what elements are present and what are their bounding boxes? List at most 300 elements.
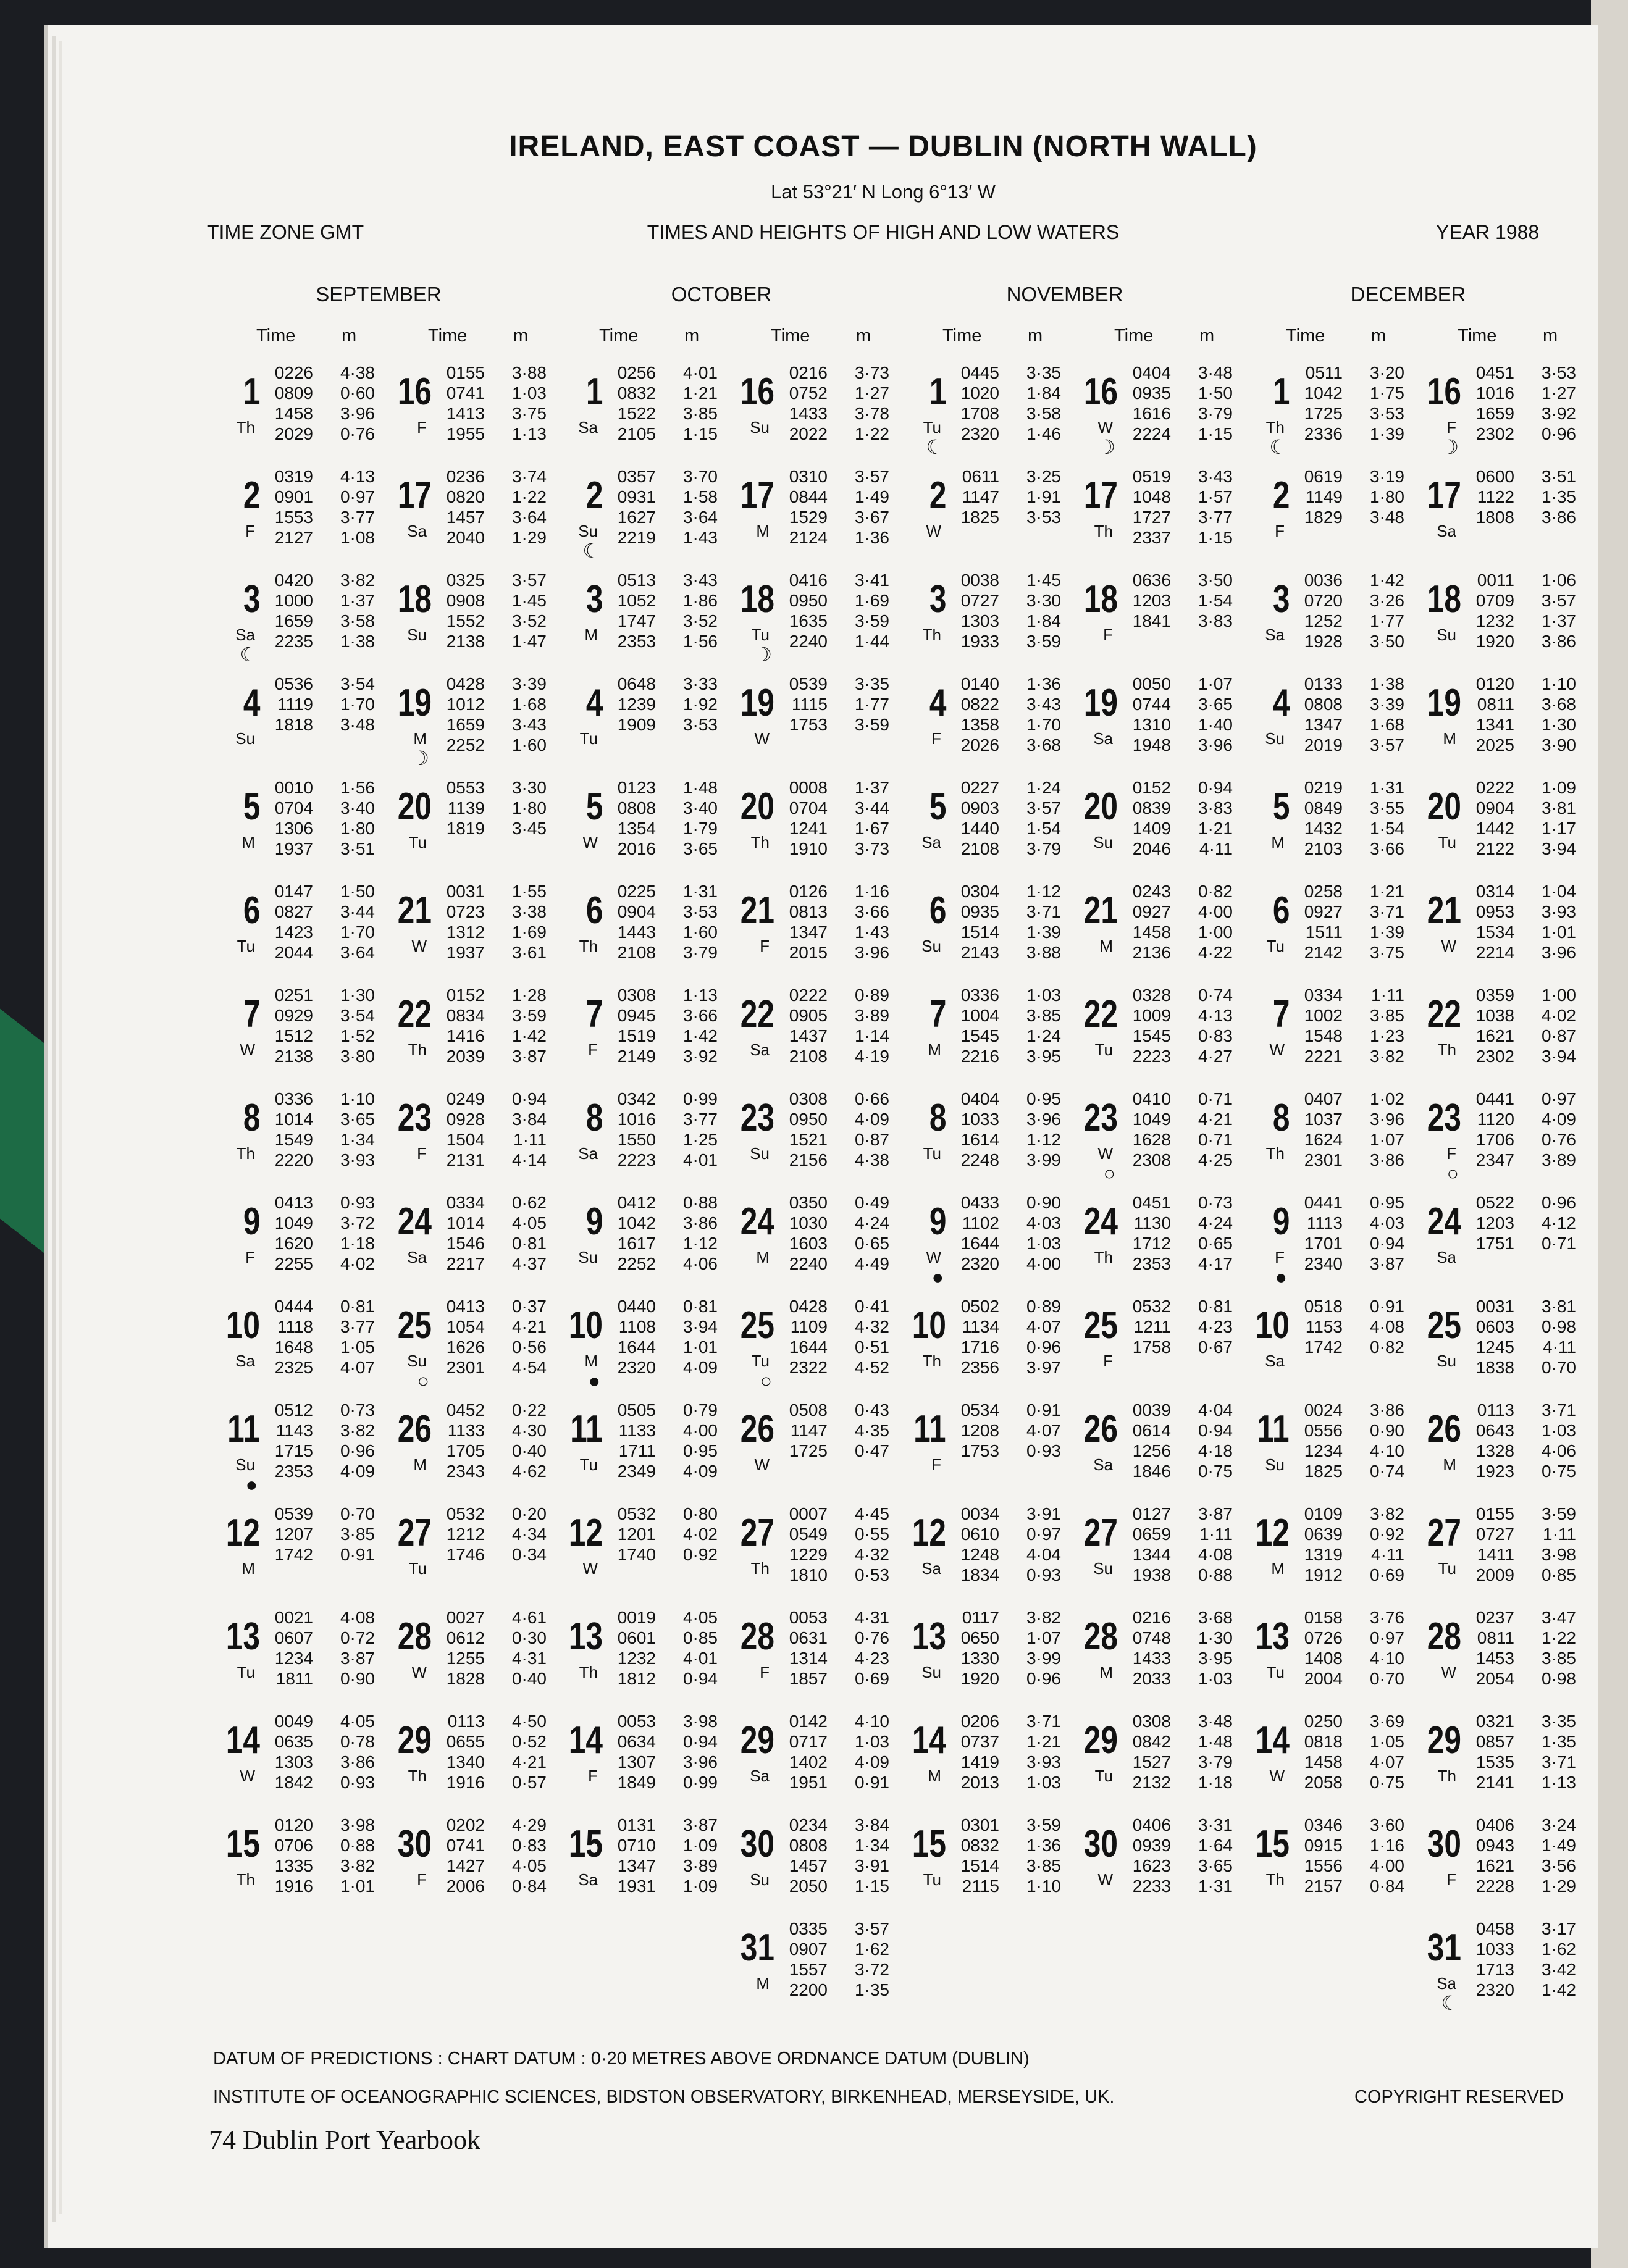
tide-height: 4·52	[854, 1358, 889, 1377]
weekday: Tu	[1266, 1663, 1285, 1681]
tide-time: 0452	[446, 1400, 485, 1420]
tide-time: 1659	[1475, 404, 1514, 423]
tide-height: 3·35	[1026, 363, 1061, 382]
tide-height: 0·73	[1198, 1193, 1233, 1212]
tide-day-entry	[1408, 467, 1580, 564]
tide-height: 0·91	[854, 1773, 889, 1792]
tide-time: 0404	[1132, 363, 1171, 382]
tide-time: 1938	[1132, 1565, 1171, 1584]
tide-time: 1812	[617, 1669, 656, 1688]
weekday: F	[417, 1870, 427, 1889]
tide-time: 1203	[1132, 591, 1171, 610]
tide-time: 0709	[1475, 591, 1514, 610]
tide-time: 2223	[1132, 1047, 1171, 1066]
weekday: Sa	[578, 1870, 598, 1889]
tide-time: 2248	[960, 1150, 999, 1170]
tide-time: 2301	[446, 1358, 485, 1377]
tide-times	[435, 1296, 485, 1378]
tide-height: 1·52	[340, 1026, 375, 1045]
tide-times	[1122, 1089, 1171, 1170]
tide-time: 0117	[962, 1608, 999, 1627]
tide-heights	[668, 570, 718, 651]
tide-height: 1·39	[1026, 923, 1061, 942]
tide-height: 3·39	[1369, 695, 1404, 714]
tide-time: 0458	[1475, 1919, 1514, 1938]
tide-height: 1·86	[682, 591, 718, 610]
tide-heights	[1183, 1607, 1233, 1689]
tide-time: 0049	[274, 1712, 313, 1731]
tide-time: 0659	[1132, 1525, 1171, 1544]
month-heading: DECEMBER	[1350, 283, 1466, 306]
tide-time: 0342	[617, 1089, 656, 1108]
tide-height: 4·09	[682, 1358, 718, 1377]
tide-height: 0·53	[854, 1565, 889, 1584]
tide-time: 1810	[789, 1565, 828, 1584]
tide-time: 1644	[789, 1337, 828, 1357]
weekday: Th	[408, 1040, 427, 1059]
weekday: Th	[579, 1663, 598, 1681]
tide-height: 3·51	[340, 839, 375, 858]
tide-height: 3·51	[1541, 467, 1576, 486]
tide-time: 1016	[1475, 383, 1514, 403]
tide-time: 1628	[1132, 1130, 1171, 1149]
tide-height: 3·94	[682, 1317, 718, 1336]
tide-time: 0120	[1475, 674, 1514, 693]
day-number: 1	[243, 370, 260, 413]
tide-day-entry	[1236, 1815, 1408, 1912]
day-number: 10	[912, 1304, 946, 1347]
tide-height: 1·30	[340, 985, 375, 1005]
tide-times	[606, 777, 656, 859]
tide-height: 1·21	[1026, 1732, 1061, 1751]
tide-height: 4·29	[511, 1815, 547, 1835]
day-number: 9	[1272, 1200, 1290, 1243]
tide-times	[778, 985, 828, 1066]
tide-day-entry	[550, 363, 721, 460]
tide-height: 0·51	[854, 1337, 889, 1357]
tide-height: 4·34	[511, 1525, 547, 1544]
tide-height: 3·61	[511, 943, 547, 962]
tide-height: 3·89	[682, 1856, 718, 1875]
tide-time: 0519	[1132, 467, 1171, 486]
tide-day-entry	[1408, 1089, 1580, 1186]
weekday: F	[1446, 418, 1456, 437]
tide-time: 1644	[960, 1234, 999, 1253]
tide-height: 0·93	[1026, 1441, 1061, 1460]
tide-time: 0140	[960, 674, 999, 693]
tide-height: 0·83	[1198, 1026, 1233, 1045]
tide-day-entry	[207, 1193, 379, 1290]
tide-height: 4·09	[1541, 1110, 1576, 1129]
weekday: M	[584, 1352, 598, 1370]
tide-heights	[668, 1711, 718, 1793]
tide-height: 3·87	[682, 1815, 718, 1835]
day-number: 28	[1427, 1615, 1461, 1658]
tide-day-entry	[1236, 1193, 1408, 1290]
tide-time: 0011	[1477, 571, 1514, 590]
tide-time: 1433	[1132, 1649, 1171, 1668]
tide-time: 0953	[1475, 902, 1514, 921]
tide-heights	[1355, 1504, 1404, 1585]
tide-height: 1·12	[1026, 882, 1061, 901]
weekday: M	[1271, 1559, 1285, 1578]
tide-height: 3·98	[340, 1815, 375, 1835]
tide-time: 0021	[274, 1608, 313, 1627]
tide-height: 1·68	[1369, 715, 1404, 734]
tide-time: 0648	[617, 674, 656, 693]
tide-heights	[1183, 1296, 1233, 1357]
day-number: 14	[568, 1719, 603, 1762]
tide-time: 2200	[789, 1980, 828, 1999]
tide-day-entry	[379, 1504, 550, 1601]
tide-time: 2320	[960, 1254, 999, 1273]
tide-height: 3·50	[1369, 632, 1404, 651]
weekday: Th	[1437, 1040, 1456, 1059]
tide-height: 1·10	[340, 1089, 375, 1108]
tide-day-entry	[207, 1608, 379, 1705]
tide-time: 0109	[1304, 1504, 1343, 1523]
tide-time: 1437	[789, 1026, 828, 1045]
tide-height: 3·75	[1369, 943, 1404, 962]
tide-time: 1550	[617, 1130, 656, 1149]
tide-time: 0050	[1132, 674, 1171, 693]
tide-height: 1·06	[1541, 571, 1576, 590]
tide-day-entry	[1408, 674, 1580, 771]
tide-time: 0142	[789, 1712, 828, 1731]
tide-time: 2337	[1132, 528, 1171, 547]
tide-day-entry	[1408, 1919, 1580, 2016]
tide-time: 0553	[446, 778, 485, 797]
tide-height: 3·86	[682, 1213, 718, 1232]
tide-height: 3·98	[1541, 1545, 1576, 1564]
day-number: 19	[1427, 682, 1461, 724]
day-number: 11	[227, 1408, 260, 1450]
tide-time: 1457	[789, 1856, 828, 1875]
tide-height: 3·41	[854, 571, 889, 590]
tide-height: 0·98	[1541, 1317, 1576, 1336]
tide-time: 1119	[277, 695, 313, 714]
tide-time: 1312	[446, 923, 485, 942]
tide-height: 3·85	[1026, 1006, 1061, 1025]
tide-day-entry	[207, 674, 379, 771]
tide-day-entry	[207, 1504, 379, 1601]
day-number: 31	[740, 1927, 774, 1969]
tide-time: 0234	[789, 1815, 828, 1835]
tide-height: 4·00	[1369, 1856, 1404, 1875]
tide-day-entry	[893, 1193, 1065, 1290]
tide-times	[778, 881, 828, 963]
tide-height: 3·43	[511, 715, 547, 734]
weekday: Tu	[1438, 1559, 1456, 1578]
tide-time: 0901	[274, 487, 313, 506]
tide-time: 0258	[1304, 882, 1343, 901]
day-number: 15	[568, 1823, 603, 1865]
tide-height: 1·36	[1026, 1836, 1061, 1855]
tide-height: 4·05	[511, 1856, 547, 1875]
tide-height: 1·38	[340, 632, 375, 651]
tide-time: 0334	[1304, 985, 1343, 1005]
tide-height: 3·80	[340, 1047, 375, 1066]
weekday: F	[245, 1248, 255, 1266]
tide-height: 0·98	[1541, 1669, 1576, 1688]
tide-time: 0905	[789, 1006, 828, 1025]
weekday: Th	[1265, 1870, 1285, 1889]
tide-day-entry	[1065, 363, 1236, 460]
tide-heights	[497, 881, 547, 963]
tide-time: 0407	[1304, 1089, 1343, 1108]
day-number: 18	[397, 578, 432, 621]
tide-time: 1828	[446, 1669, 485, 1688]
tide-heights	[840, 985, 889, 1066]
tide-time: 2142	[1304, 943, 1343, 962]
tide-times	[606, 1711, 656, 1793]
tide-times	[1293, 1192, 1343, 1274]
tide-day-entry	[550, 1193, 721, 1290]
weekday: Tu	[579, 1455, 598, 1474]
tide-height: 0·79	[682, 1400, 718, 1420]
tide-height: 0·67	[1198, 1337, 1233, 1357]
tide-time: 1328	[1475, 1441, 1514, 1460]
day-number: 3	[585, 578, 603, 621]
tide-times	[1293, 1815, 1343, 1896]
tide-height: 3·30	[511, 778, 547, 797]
tide-height: 3·96	[1198, 735, 1233, 755]
tide-height: 3·85	[1369, 1006, 1404, 1025]
day-number: 30	[1083, 1823, 1118, 1865]
moon-phase-icon: ☾	[1269, 436, 1287, 458]
tide-heights	[1012, 674, 1061, 755]
tide-height: 1·43	[854, 923, 889, 942]
tide-height: 3·75	[511, 404, 547, 423]
tide-height: 1·22	[1541, 1628, 1576, 1647]
tide-times	[264, 1089, 313, 1170]
tide-time: 2103	[1304, 839, 1343, 858]
tide-height: 1·11	[1371, 985, 1404, 1005]
tide-height: 1·31	[1198, 1877, 1233, 1896]
tide-time: 0808	[1304, 695, 1343, 714]
tide-times	[435, 1504, 485, 1565]
tide-height: 3·59	[1541, 1504, 1576, 1523]
tide-height: 3·87	[340, 1649, 375, 1668]
tide-day-entry	[1236, 1297, 1408, 1394]
tide-heights	[1527, 570, 1576, 651]
tide-height: 0·55	[854, 1525, 889, 1544]
tide-time: 1725	[789, 1441, 828, 1460]
tide-time: 2343	[446, 1462, 485, 1481]
tide-height: 0·22	[511, 1400, 547, 1420]
tide-time: 0243	[1132, 882, 1171, 901]
tide-height: 4·09	[682, 1462, 718, 1481]
tide-time: 1920	[960, 1669, 999, 1688]
tide-day-entry	[207, 1297, 379, 1394]
day-number: 19	[740, 682, 774, 724]
tide-heights	[840, 362, 889, 444]
tide-heights	[840, 1504, 889, 1585]
tide-time: 0950	[789, 591, 828, 610]
tide-time: 0308	[617, 985, 656, 1005]
time-column-label: Time	[1458, 326, 1497, 346]
tide-heights	[1012, 777, 1061, 859]
tide-height: 1·12	[1026, 1130, 1061, 1149]
tide-day-entry	[379, 571, 550, 667]
tide-height: 1·80	[1369, 487, 1404, 506]
weekday: Su	[1437, 626, 1456, 644]
tide-times	[778, 777, 828, 859]
tide-height: 0·96	[340, 1441, 375, 1460]
weekday: F	[417, 418, 427, 437]
tide-time: 0346	[1304, 1815, 1343, 1835]
tide-height: 0·94	[1198, 1421, 1233, 1440]
tide-times	[950, 1711, 999, 1793]
tide-times	[264, 985, 313, 1066]
day-number: 3	[929, 578, 946, 621]
tide-time: 1627	[617, 508, 656, 527]
day-number: 28	[397, 1615, 432, 1658]
tide-times	[1465, 1089, 1514, 1170]
tide-height: 1·24	[1026, 778, 1061, 797]
tide-height: 3·47	[1541, 1608, 1576, 1627]
tide-height: 3·90	[1541, 735, 1576, 755]
tide-times	[1122, 1400, 1171, 1481]
tide-times	[435, 1607, 485, 1689]
tide-times	[1465, 1192, 1514, 1253]
tide-time: 2040	[446, 528, 485, 547]
tide-height: 3·96	[1369, 1110, 1404, 1129]
day-number: 27	[1083, 1512, 1118, 1554]
tide-height: 3·42	[1541, 1960, 1576, 1979]
tide-height: 1·37	[1541, 611, 1576, 630]
tide-day-entry	[1236, 467, 1408, 564]
tide-day-entry	[207, 778, 379, 875]
tide-time: 1811	[275, 1669, 313, 1688]
tide-height: 3·85	[1026, 1856, 1061, 1875]
tide-time: 1716	[960, 1337, 999, 1357]
tide-time: 0915	[1304, 1836, 1343, 1855]
tide-time: 0935	[1132, 383, 1171, 403]
tide-height: 3·94	[1541, 1047, 1576, 1066]
tide-times	[1293, 1400, 1343, 1481]
day-number: 26	[397, 1408, 432, 1450]
day-number: 29	[1427, 1719, 1461, 1762]
day-number: 20	[397, 785, 432, 828]
weekday: Th	[408, 1767, 427, 1785]
tide-time: 0249	[446, 1089, 485, 1108]
tide-heights	[1183, 985, 1233, 1066]
tide-times	[950, 881, 999, 963]
tide-heights	[325, 1607, 375, 1689]
tide-height: 4·10	[854, 1712, 889, 1731]
day-number: 25	[397, 1304, 432, 1347]
tide-time: 1511	[1305, 923, 1343, 942]
tide-time: 1857	[789, 1669, 828, 1688]
tide-time: 2214	[1475, 943, 1514, 962]
weekday: Th	[922, 1352, 941, 1370]
tide-time: 0636	[1132, 571, 1171, 590]
tide-time: 1109	[790, 1317, 828, 1336]
day-number: 23	[740, 1097, 774, 1139]
tide-height: 1·21	[682, 383, 718, 403]
tide-day-entry	[550, 1089, 721, 1186]
tide-day-entry	[379, 1815, 550, 1912]
tide-time: 0536	[274, 674, 313, 693]
moon-phase-icon: ●	[588, 1370, 600, 1392]
tide-height: 1·00	[1198, 923, 1233, 942]
tide-time: 0445	[960, 363, 999, 382]
tide-time: 2058	[1304, 1773, 1343, 1792]
tide-time: 1825	[960, 508, 999, 527]
tide-height: 3·72	[854, 1960, 889, 1979]
tide-heights	[497, 362, 547, 444]
coordinates: Lat 53°21′ N Long 6°13′ W	[771, 181, 996, 203]
tide-height: 3·58	[1026, 404, 1061, 423]
tide-day-entry	[1065, 571, 1236, 667]
day-number: 24	[1083, 1200, 1118, 1243]
tide-day-entry	[207, 571, 379, 667]
tide-times	[1293, 985, 1343, 1066]
tide-times	[1465, 1504, 1514, 1585]
tide-heights	[1183, 674, 1233, 755]
tide-time: 1147	[790, 1421, 828, 1440]
tide-height: 1·07	[1026, 1628, 1061, 1647]
tide-time: 1529	[789, 508, 828, 527]
day-number: 17	[1427, 474, 1461, 517]
tide-time: 2122	[1475, 839, 1514, 858]
weekday: Th	[1265, 418, 1285, 437]
tide-time: 0225	[617, 882, 656, 901]
tide-height: 0·78	[340, 1732, 375, 1751]
weekday: Sa	[407, 1248, 427, 1266]
weekday: Sa	[578, 418, 598, 437]
tide-day-entry	[893, 882, 1065, 979]
tide-height: 1·38	[1369, 674, 1404, 693]
tide-height: 3·92	[682, 1047, 718, 1066]
tide-heights	[497, 1607, 547, 1689]
tide-height: 3·79	[1198, 1752, 1233, 1772]
tide-time: 0420	[274, 571, 313, 590]
moon-phase-icon: ☽	[754, 643, 772, 666]
tide-height: 1·00	[1541, 985, 1576, 1005]
tide-height: 3·30	[1026, 591, 1061, 610]
tide-height: 4·18	[1198, 1441, 1233, 1460]
tide-time: 1118	[277, 1317, 313, 1336]
tide-time: 1546	[446, 1234, 485, 1253]
tide-heights	[1012, 1296, 1061, 1378]
tide-time: 1133	[447, 1421, 485, 1440]
tide-time: 0502	[960, 1297, 999, 1316]
tide-height: 1·54	[1198, 591, 1233, 610]
tide-height: 3·86	[1369, 1400, 1404, 1420]
tide-height: 1·30	[1541, 715, 1576, 734]
tide-height: 0·81	[340, 1297, 375, 1316]
weekday: Tu	[751, 1352, 770, 1370]
day-number: 15	[225, 1823, 260, 1865]
tide-height: 0·94	[1198, 778, 1233, 797]
tide-day-entry	[379, 985, 550, 1082]
day-number: 21	[1427, 889, 1461, 932]
tide-day-entry	[1408, 1608, 1580, 1705]
tide-height: 3·43	[1026, 695, 1061, 714]
tide-time: 0534	[960, 1400, 999, 1420]
tide-height: 3·87	[1198, 1504, 1233, 1523]
tide-height: 1·25	[682, 1130, 718, 1149]
tide-time: 1239	[617, 695, 656, 714]
tide-times	[1122, 1711, 1171, 1793]
tide-height: 1·05	[340, 1337, 375, 1357]
tide-time: 2108	[789, 1047, 828, 1066]
tide-day-entry	[1065, 1089, 1236, 1186]
tide-height: 3·87	[1369, 1254, 1404, 1273]
tide-time: 1514	[960, 1856, 999, 1875]
